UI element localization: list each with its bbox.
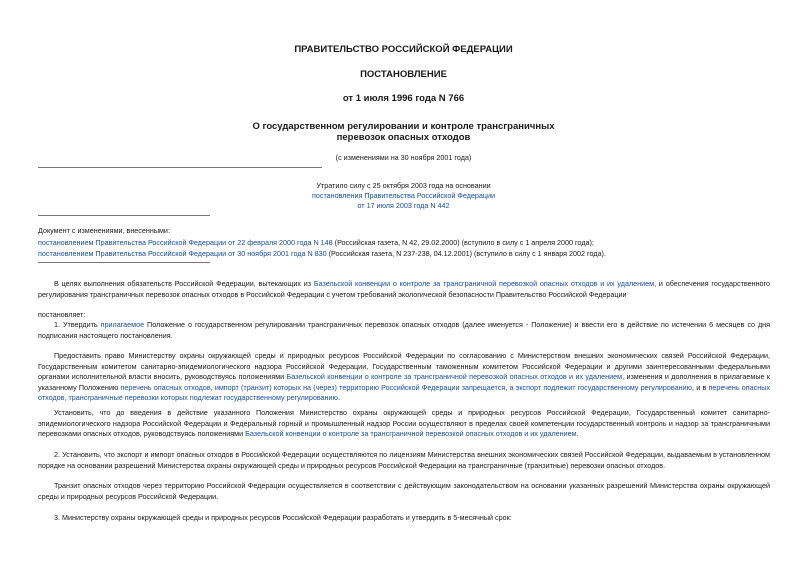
document-type: ПОСТАНОВЛЕНИЕ bbox=[360, 69, 447, 80]
export-regulation-link[interactable]: а экспорт подлежит государственному регулированию bbox=[509, 382, 693, 392]
amendment-2-link[interactable]: постановлением Правительства Российской Федерации от 30 ноября 2001 года N 830 bbox=[38, 249, 327, 258]
changes-note: (с изменениями на 30 ноября 2001 года) bbox=[335, 153, 472, 162]
attached-regulation-link[interactable]: прилагаемое bbox=[100, 320, 145, 329]
government-heading: ПРАВИТЕЛЬСТВО РОССИЙСКОЙ ФЕДЕРАЦИИ bbox=[294, 44, 513, 55]
document-title-line2: перевозок опасных отходов bbox=[336, 132, 471, 143]
divider bbox=[38, 167, 322, 168]
basel-convention-link[interactable]: Базельской конвенции о контроле за трансграничной перевозкой опасных отходов и их удалением bbox=[245, 429, 577, 439]
document-title-line1: О государственном регулировании и контроле трансграничных bbox=[252, 121, 555, 132]
paragraph-preamble: В целях выполнения обязательств Российской Федерации, вытекающих из Базельской конвенции о контроле за трансграничной перевозкой опасных отходов и их удалением, и обеспечения государственного регулирования трансграничных перевозок опасных отходов в Российской Федерации с учетом требований экологической безопасности Правительство Российской Федерации bbox=[38, 279, 771, 299]
paragraph-decrees: постановляет: bbox=[38, 310, 86, 319]
basel-convention-link[interactable]: Базельской конвенции о контроле за трансграничной перевозкой опасных отходов и их удалением bbox=[286, 372, 623, 382]
regulated-waste-list-link[interactable]: перечень опасных отходов, трансграничные перевозки которых подлежат государственному регулированию bbox=[38, 382, 770, 403]
divider bbox=[38, 262, 210, 263]
void-link-line2[interactable]: от 17 июля 2003 года N 442 bbox=[357, 201, 450, 210]
amendments-intro: Документ с изменениями, внесенными: bbox=[38, 226, 170, 235]
amendment-1: постановлением Правительства Российской Федерации от 22 февраля 2000 года N 148 (Российская газета, N 42, 29.02.2000) (вступило в силу с 1 апреля 2000 года); bbox=[38, 238, 594, 247]
void-note: Утратило силу с 25 октября 2003 года на основании bbox=[316, 181, 491, 190]
paragraph-item-3: 3. Министерству охраны окружающей среды и природных ресурсов Российской Федерации разработать и утвердить в 5-месячный срок: bbox=[54, 513, 512, 522]
document-date: от 1 июля 1996 года N 766 bbox=[342, 93, 465, 104]
paragraph-item-2: 2. Установить, что экспорт и импорт опасных отходов в Российской Федерации осуществляются по лицензиям Министерства внешних экономических связей Российской Федерации, выдаваемым в установленном порядке на основании разрешений Министерства охраны окружающей среды и природных ресурсов Российской Федерации на трансграничные (транзитные) перевозки опасных отходов. bbox=[38, 450, 770, 470]
paragraph-item-1: 1. Утвердить прилагаемое Положение о государственном регулировании трансграничных перевозок опасных отходов (далее именуется - Положение) и ввести его в действие по истечении 6 месяцев со дня подписания настоящего постановления. bbox=[38, 320, 770, 340]
amendment-1-link[interactable]: постановлением Правительства Российской Федерации от 22 февраля 2000 года N 148 bbox=[38, 238, 333, 247]
prohibited-waste-list-link[interactable]: перечень опасных отходов, импорт (транзит) которых на (через) территорию Российской Федерации запрещается bbox=[120, 382, 506, 392]
paragraph-transit: Транзит опасных отходов через территорию Российской Федерации осуществляется в соответствии с действующим законодательством на основании указанных разрешений Министерства охраны окружающей среды и природных ресурсов Российской Федерации. bbox=[38, 481, 770, 501]
basel-convention-link[interactable]: Базельской конвенции о контроле за трансграничной перевозкой опасных отходов и их удалением bbox=[313, 279, 655, 288]
paragraph-interim-control: Установить, что до введения в действие указанного Положения Министерство охраны окружающей среды и природных ресурсов Российской Федерации, Государственный комитет санитарно-эпидемиологического надзора Российской Федерации и Федеральный горный и промышленный надзор России осуществляют в пределах своей компетенции государственный контроль и надзор за трансграничными перевозками опасных отходов, руководствуясь положениями Базельской конвенции о контроле за трансграничной перевозкой опасных отходов и их удалением. bbox=[38, 408, 770, 439]
void-link-line1[interactable]: постановления Правительства Российской Федерации bbox=[311, 191, 496, 200]
amendment-2: постановлением Правительства Российской Федерации от 30 ноября 2001 года N 830 (Российская газета, N 237-238, 04.12.2001) (вступило в силу с 1 января 2002 года). bbox=[38, 249, 606, 258]
divider bbox=[38, 215, 210, 216]
paragraph-authority: Предоставить право Министерству охраны окружающей среды и природных ресурсов Российской Федерации по согласованию с Министерством внешних экономических связей Российской Федерации, Государственным комитетом санитарно-эпидемиологического надзора Российской Федерации, Государственным таможенным комитетом Российской Федерации и другими заинтересованными федеральными органами исполнительной власти вносить, руководствуясь положениями Базельской конвенции о контроле за трансграничной перевозкой опасных отходов и их удалением, изменения и дополнения в прилагаемые к указанному Положению перечень опасных отходов, импорт (транзит) которых на (через) территорию Российской Федерации запрещается, а экспорт подлежит государственному регулированию, и в перечень опасных отходов, трансграничные перевозки которых подлежат государственному регулированию. bbox=[38, 351, 771, 403]
